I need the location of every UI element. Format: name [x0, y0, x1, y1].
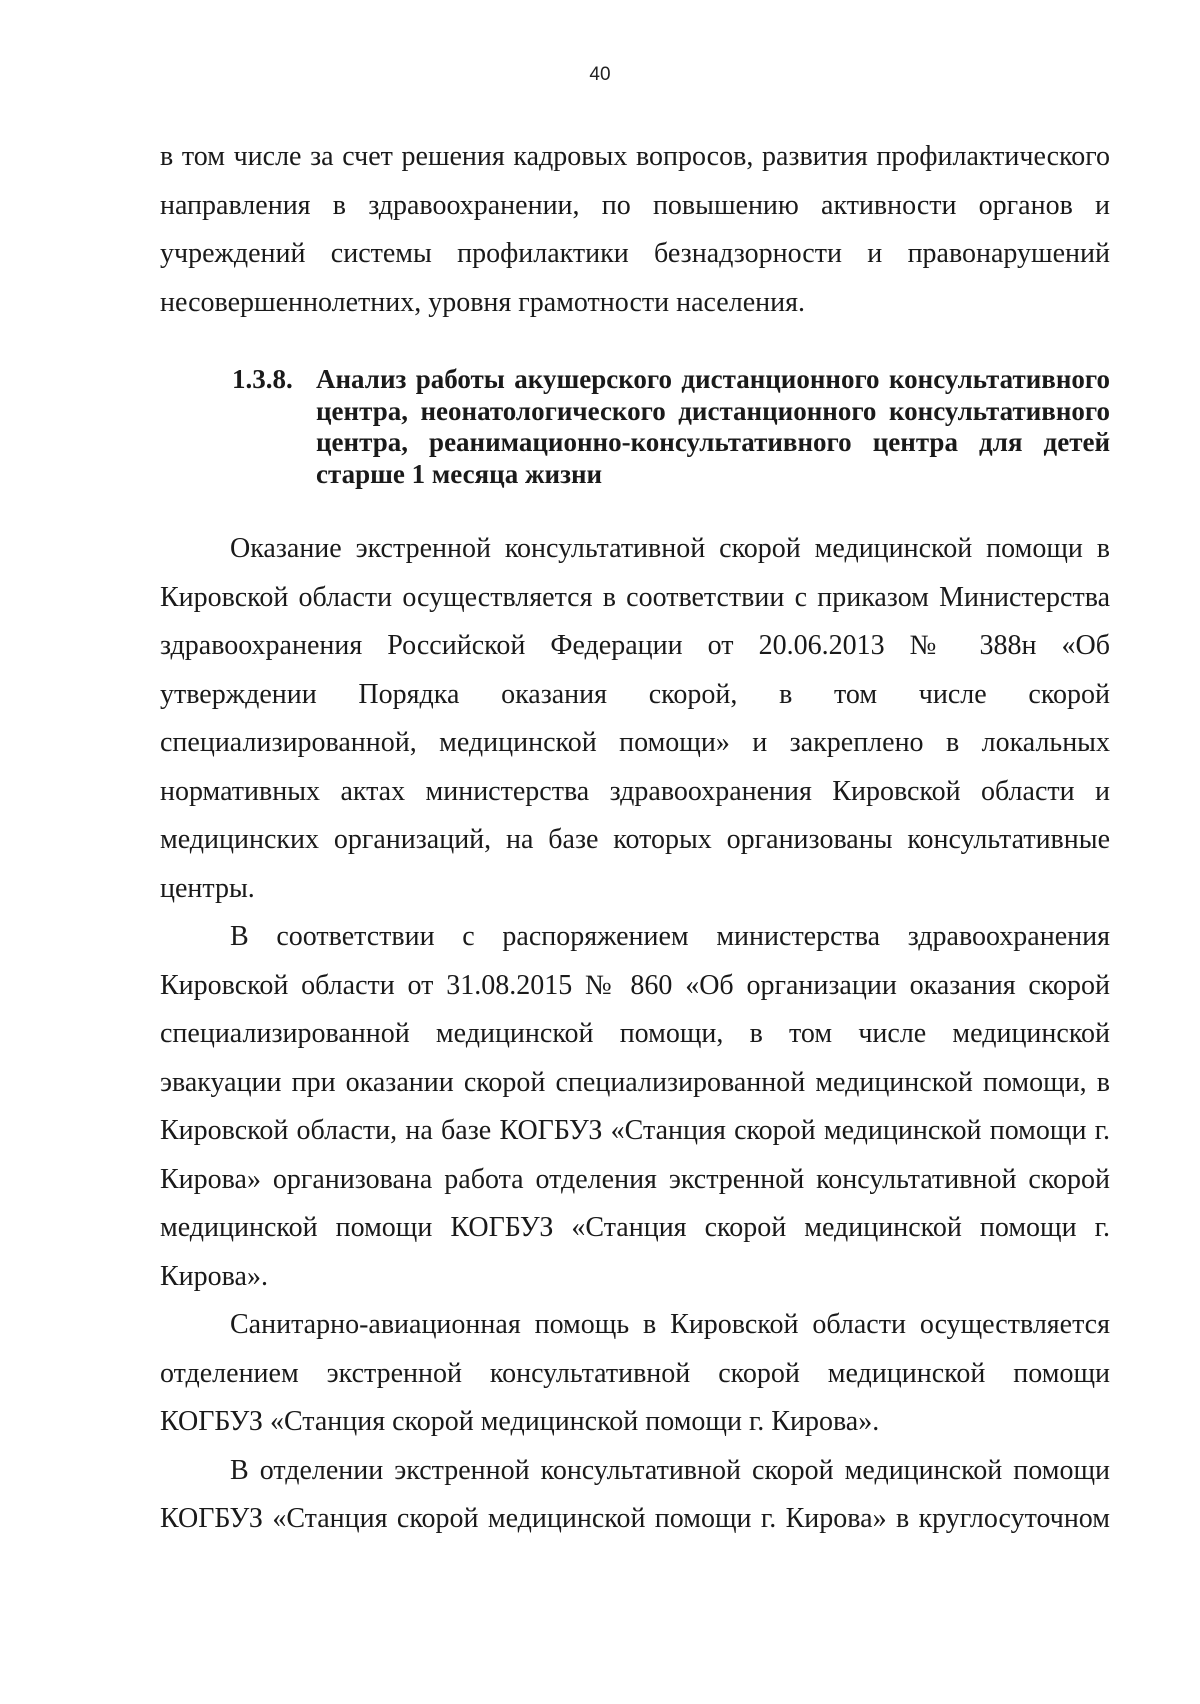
page-number: 40: [589, 64, 611, 85]
paragraph-2: В соответствии с распоряжением министерства здравоохранения Кировской области от 31.08.2015 № 860 «Об организации оказания скорой специализированной медицинской помощи, в том числе медицинской эвакуации при оказании скорой специализированной медицинской помощи, в Кировской области, на базе КОГБУЗ «Станция скорой медицинской помощи г. Кирова» организована работа отделения экстренной консультативной скорой медицинской помощи КОГБУЗ «Станция скорой медицинской помощи г. Кирова».: [160, 921, 1110, 1292]
section-title: Анализ работы акушерского дистанционного консультативного центра, неонатологического дистанционного консультативного центра, реанимационно-консультативного центра для детей старше 1 месяца жизни: [316, 364, 1110, 489]
body-text: [160, 525, 1110, 1544]
paragraph-3: Санитарно-авиационная помощь в Кировской области осуществляется отделением экстренной консультативной скорой медицинской помощи КОГБУЗ «Станция скорой медицинской помощи г. Кирова».: [160, 1309, 1110, 1437]
paragraph-4: В отделении экстренной консультативной скорой медицинской помощи КОГБУЗ «Станция скорой медицинской помощи г. Кирова» в круглосуточном: [160, 1454, 1110, 1534]
section-number: 1.3.8.: [232, 364, 293, 394]
intro-paragraph: [160, 133, 1110, 327]
intro-paragraph-text: в том числе за счет решения кадровых вопросов, развития профилактического направления в здравоохранении, по повышению активности органов и учреждений системы профилактики безнадзорности и правонарушений несовершеннолетних, уровня грамотности населения.: [160, 141, 1110, 318]
paragraph-1: Оказание экстренной консультативной скорой медицинской помощи в Кировской области осуществляется в соответствии с приказом Министерства здравоохранения Российской Федерации от 20.06.2013 № 388н «Об утверждении Порядка оказания скорой, в том числе скорой специализированной, медицинской помощи» и закреплено в локальных нормативных актах министерства здравоохранения Кировской области и медицинских организаций, на базе которых организованы консультативные центры.: [160, 533, 1110, 904]
section-heading: [232, 364, 1110, 490]
